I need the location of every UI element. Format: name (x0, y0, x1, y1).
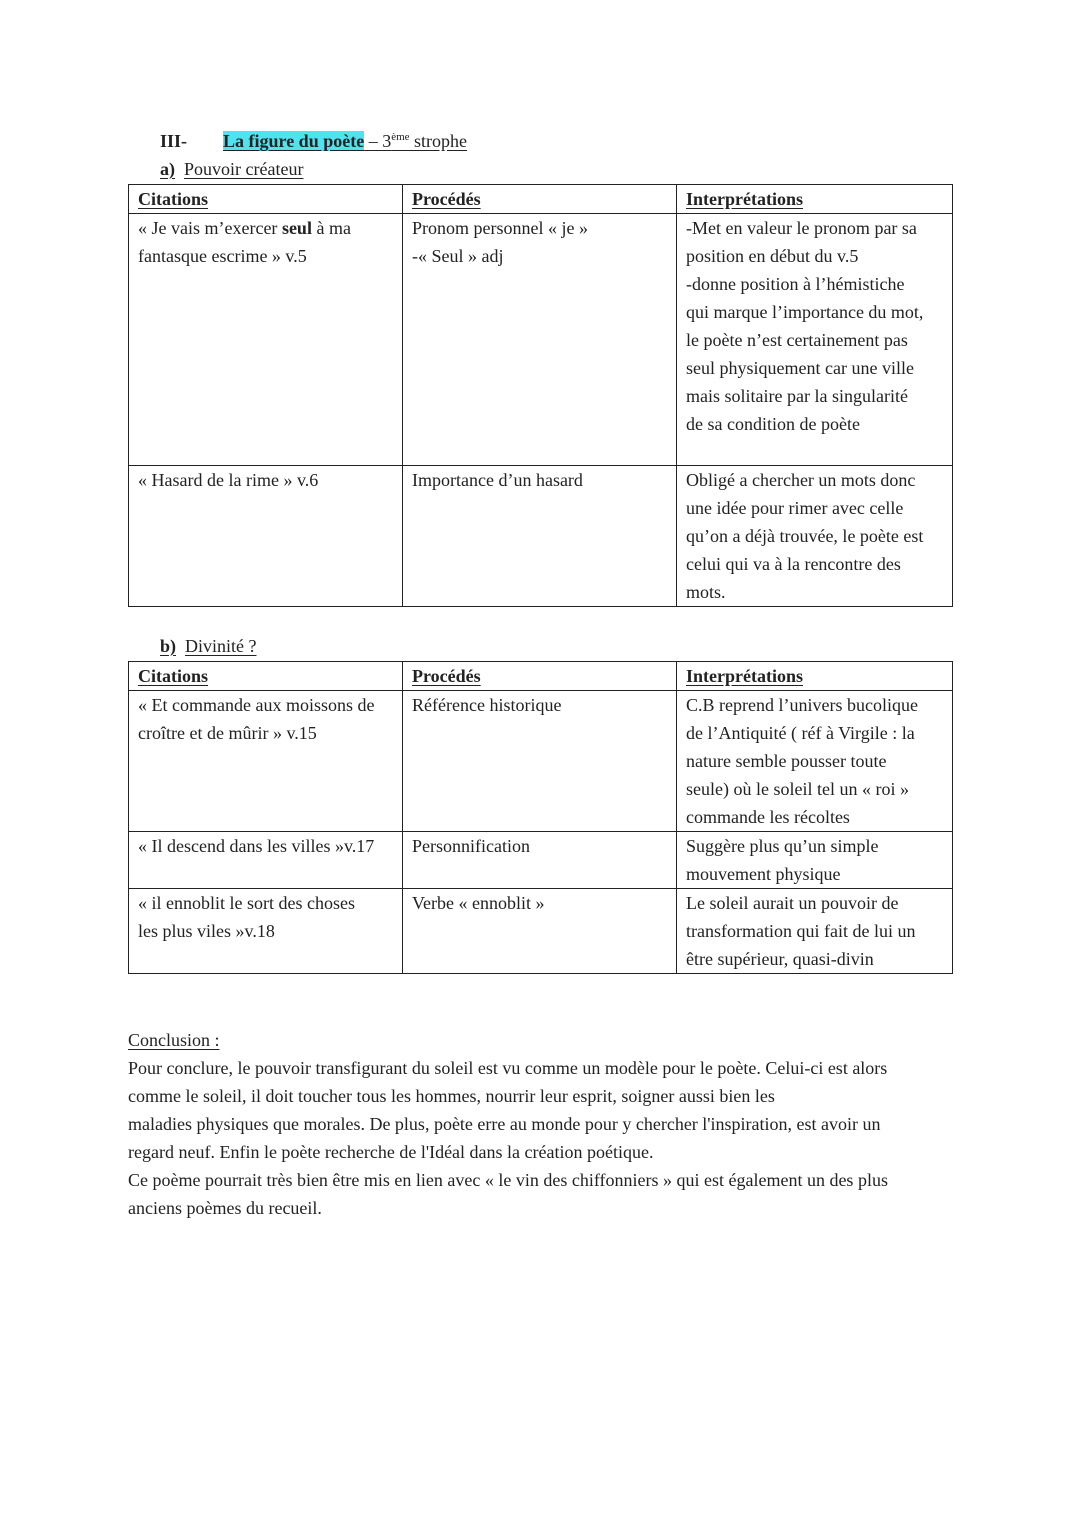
interpretation-cell: C.B reprend l’univers bucolique de l’Antiquité ( réf à Virgile : la nature semble pousser toute seule) où le soleil tel un « roi » commande les récoltes (677, 691, 953, 832)
table-row (129, 832, 953, 889)
conclusion-title: Conclusion : (128, 1030, 220, 1050)
section-title: La figure du poète (223, 131, 365, 151)
section-number: III- (160, 131, 188, 151)
table-row (129, 214, 953, 466)
header-citations: Citations (138, 666, 209, 686)
interpretation-cell: -Met en valeur le pronom par sa position en début du v.5 -donne position à l’hémistiche qui marque l’importance du mot, le poète n’est certainement pas seul physiquement car une ville mais solitaire par la singularité de sa condition de poète (677, 214, 953, 466)
section-sup: ème (391, 131, 410, 143)
procede-cell: Personnification (403, 832, 677, 889)
conclusion-line: comme le soleil, il doit toucher tous les hommes, nourrir leur esprit, soigner aussi bien les (128, 1086, 775, 1106)
conclusion-line: Ce poème pourrait très bien être mis en lien avec « le vin des chiffonniers » qui est également un des plus (128, 1170, 888, 1190)
header-procedes: Procédés (412, 666, 481, 686)
citation-cell: « il ennoblit le sort des choses les plus viles »v.18 (129, 889, 403, 974)
header-citations: Citations (138, 189, 209, 209)
subheading-b (160, 632, 257, 660)
header-interpretations: Interprétations (686, 189, 803, 209)
interpretation-cell: Obligé a chercher un mots donc une idée pour rimer avec celle qu’on a déjà trouvée, le poète est celui qui va à la rencontre des mots. (677, 466, 953, 607)
citation-cell: « Et commande aux moissons de croître et de mûrir » v.15 (129, 691, 403, 832)
table-row (129, 466, 953, 607)
interpretation-cell: Le soleil aurait un pouvoir de transformation qui fait de lui un être supérieur, quasi-divin (677, 889, 953, 974)
subheading-a-title: Pouvoir créateur (184, 159, 304, 179)
citation-cell: « Je vais m’exercer seul à ma fantasque escrime » v.5 (129, 214, 403, 466)
subheading-b-letter: b) (160, 636, 177, 656)
conclusion-block (128, 1026, 968, 1222)
table-row (129, 889, 953, 974)
subheading-a-letter: a) (160, 159, 175, 179)
table-divinite (128, 661, 953, 974)
procede-cell: Importance d’un hasard (403, 466, 677, 607)
interpretation-cell: Suggère plus qu’un simple mouvement physique (677, 832, 953, 889)
section-heading (160, 127, 467, 155)
table-header-row (129, 662, 953, 691)
conclusion-line: regard neuf. Enfin le poète recherche de l'Idéal dans la création poétique. (128, 1142, 654, 1162)
conclusion-line: maladies physiques que morales. De plus, poète erre au monde pour y chercher l'inspiration, est avoir un (128, 1114, 881, 1134)
citation-cell: « Il descend dans les villes »v.17 (129, 832, 403, 889)
conclusion-line: anciens poèmes du recueil. (128, 1198, 322, 1218)
table-pouvoir-createur (128, 184, 953, 607)
header-procedes: Procédés (412, 189, 481, 209)
section-dash: – 3 (364, 131, 392, 151)
subheading-a (160, 155, 303, 183)
citation-cell: « Hasard de la rime » v.6 (129, 466, 403, 607)
procede-cell: Verbe « ennoblit » (403, 889, 677, 974)
header-interpretations: Interprétations (686, 666, 803, 686)
procede-cell: Pronom personnel « je » -« Seul » adj (403, 214, 677, 466)
section-rest: strophe (409, 131, 468, 151)
subheading-b-title: Divinité ? (185, 636, 257, 656)
procede-cell: Référence historique (403, 691, 677, 832)
conclusion-line: Pour conclure, le pouvoir transfigurant du soleil est vu comme un modèle pour le poète. Celui-ci est alors (128, 1058, 888, 1078)
table-header-row (129, 185, 953, 214)
table-row (129, 691, 953, 832)
